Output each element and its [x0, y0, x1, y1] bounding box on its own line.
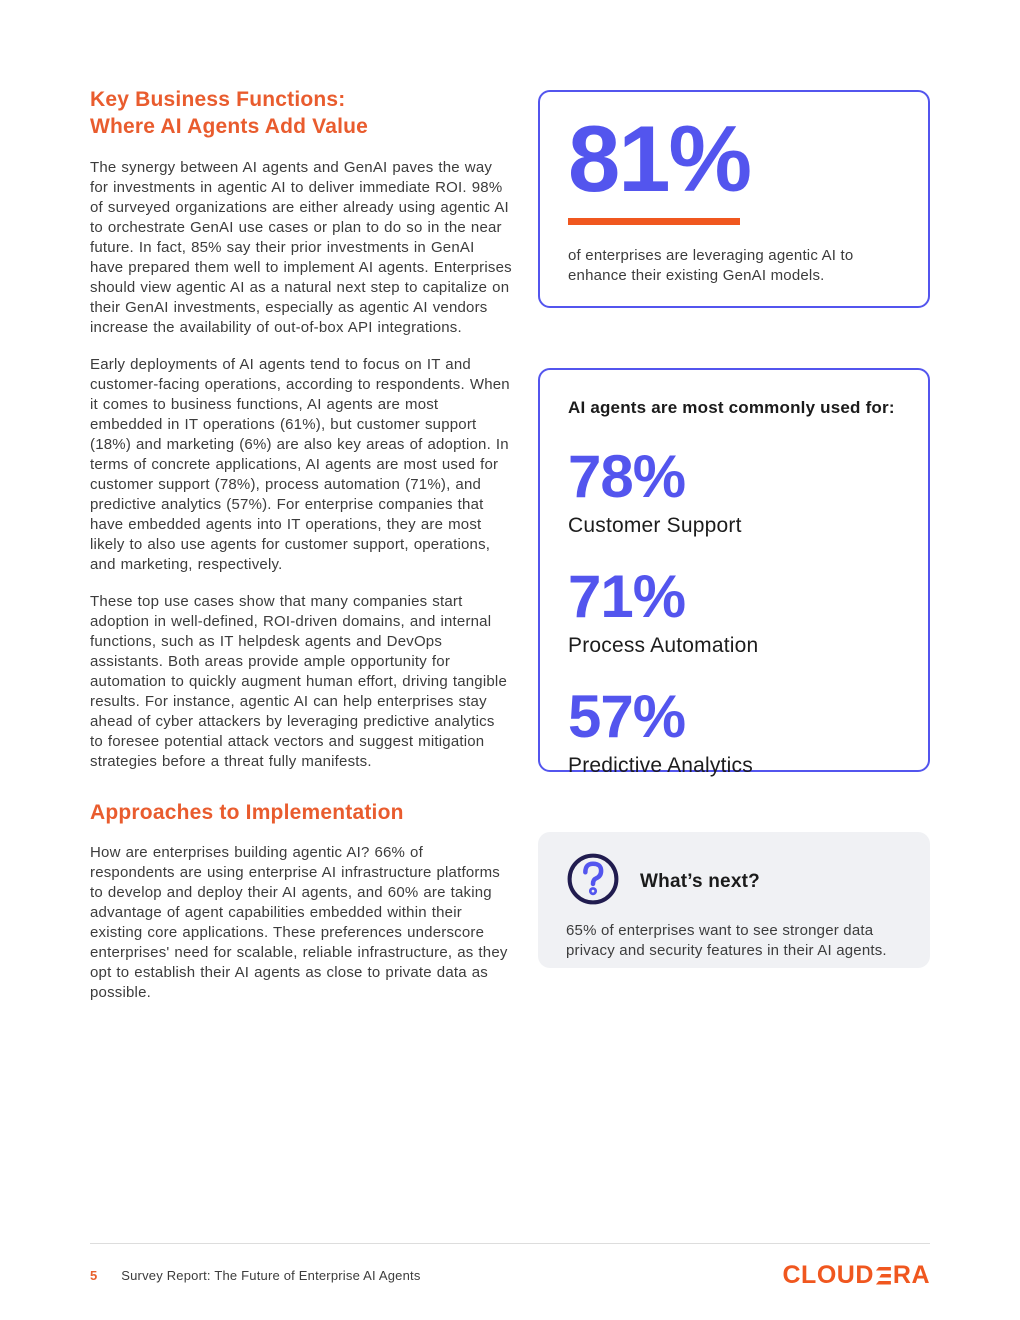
cloudera-logo-text-right: RA	[892, 1261, 930, 1289]
footer-report-title: Survey Report: The Future of Enterprise AI Agents	[121, 1268, 421, 1283]
stat-cards-column	[538, 90, 930, 968]
section-heading-key-business-functions	[90, 86, 512, 141]
whats-next-card	[538, 832, 930, 968]
usage-stat-predictive-analytics	[568, 683, 900, 778]
usage-stat-customer-support	[568, 443, 900, 538]
usage-stat-process-automation	[568, 563, 900, 658]
page-footer	[90, 1243, 930, 1290]
body-paragraph: How are enterprises building agentic AI? 66% of respondents are using enterprise AI infrastructure platforms to develop and deploy their AI agents, and 60% are taking advantage of agent capabilities embedded within their existing core applications. These preferences underscore enterprises' need for scalable, reliable infrastructure, as they opt to establish their AI agents as close to private data as possible.	[90, 843, 508, 1001]
section-heading-line2: Where AI Agents Add Value	[90, 115, 369, 139]
page-number: 5	[90, 1268, 98, 1283]
stat-label: Predictive Analytics	[568, 754, 753, 777]
question-mark-icon	[566, 852, 620, 911]
section-heading-approaches: Approaches to Implementation	[90, 800, 404, 824]
stat-value: 71%	[568, 563, 686, 630]
section-heading-line1: Key Business Functions:	[90, 88, 346, 111]
cloudera-logo-text-left: CLOUD	[782, 1261, 874, 1289]
whats-next-header	[566, 852, 902, 911]
usage-stats-card	[538, 368, 930, 777]
usage-card-heading: AI agents are most commonly used for:	[568, 398, 895, 417]
body-paragraph: Early deployments of AI agents tend to focus on IT and customer-facing operations, according to respondents. When it comes to business functions, AI agents are most embedded in IT operations (61%), but customer support (18%) and marketing (6%) are also key areas of adoption. In terms of concrete applications, AI agents are most used for customer support (78%), process automation (71%), and predictive analytics (57%). For enterprise companies that have embedded agents into IT operations, they are most likely to also use agents for customer support, operations, and marketing, respectively.	[90, 355, 510, 573]
stat-value-81: 81%	[568, 106, 751, 211]
cloudera-logo-e-icon	[876, 1267, 891, 1285]
cloudera-logo	[783, 1261, 931, 1290]
main-text-column	[90, 86, 512, 1003]
stat-value: 57%	[568, 683, 686, 750]
whats-next-body: 65% of enterprises want to see stronger data privacy and security features in their AI agents.	[566, 922, 887, 959]
body-paragraph: These top use cases show that many companies start adoption in well-defined, ROI-driven domains, and internal functions, such as IT helpdesk agents and DevOps assistants. Both areas provide ample opportunity for automation to quickly augment human effort, driving tangible results. For instance, agentic AI can help enterprises stay ahead of cyber attackers by leveraging predictive analytics to foresee potential attack vectors and suggest mitigation strategies before a threat fully manifests.	[90, 592, 507, 770]
stat-label: Customer Support	[568, 514, 742, 537]
body-paragraph: The synergy between AI agents and GenAI paves the way for investments in agentic AI to deliver immediate ROI. 98% of surveyed organizations are either already using agentic AI to orchestrate GenAI use cases or plan to do so in the near future. In fact, 85% say their prior investments in GenAI have prepared them well to implement AI agents. Enterprises should view agentic AI as a natural next step to capitalize on their GenAI investments, especially as agentic AI vendors increase the availability of out-of-box API integrations.	[90, 158, 512, 336]
whats-next-title: What’s next?	[640, 870, 760, 892]
stat-caption: of enterprises are leveraging agentic AI to enhance their existing GenAI models.	[568, 247, 854, 285]
stat-label: Process Automation	[568, 634, 759, 657]
stat-value: 78%	[568, 443, 686, 510]
orange-divider	[568, 218, 740, 225]
stat-card-81-percent	[538, 90, 930, 308]
